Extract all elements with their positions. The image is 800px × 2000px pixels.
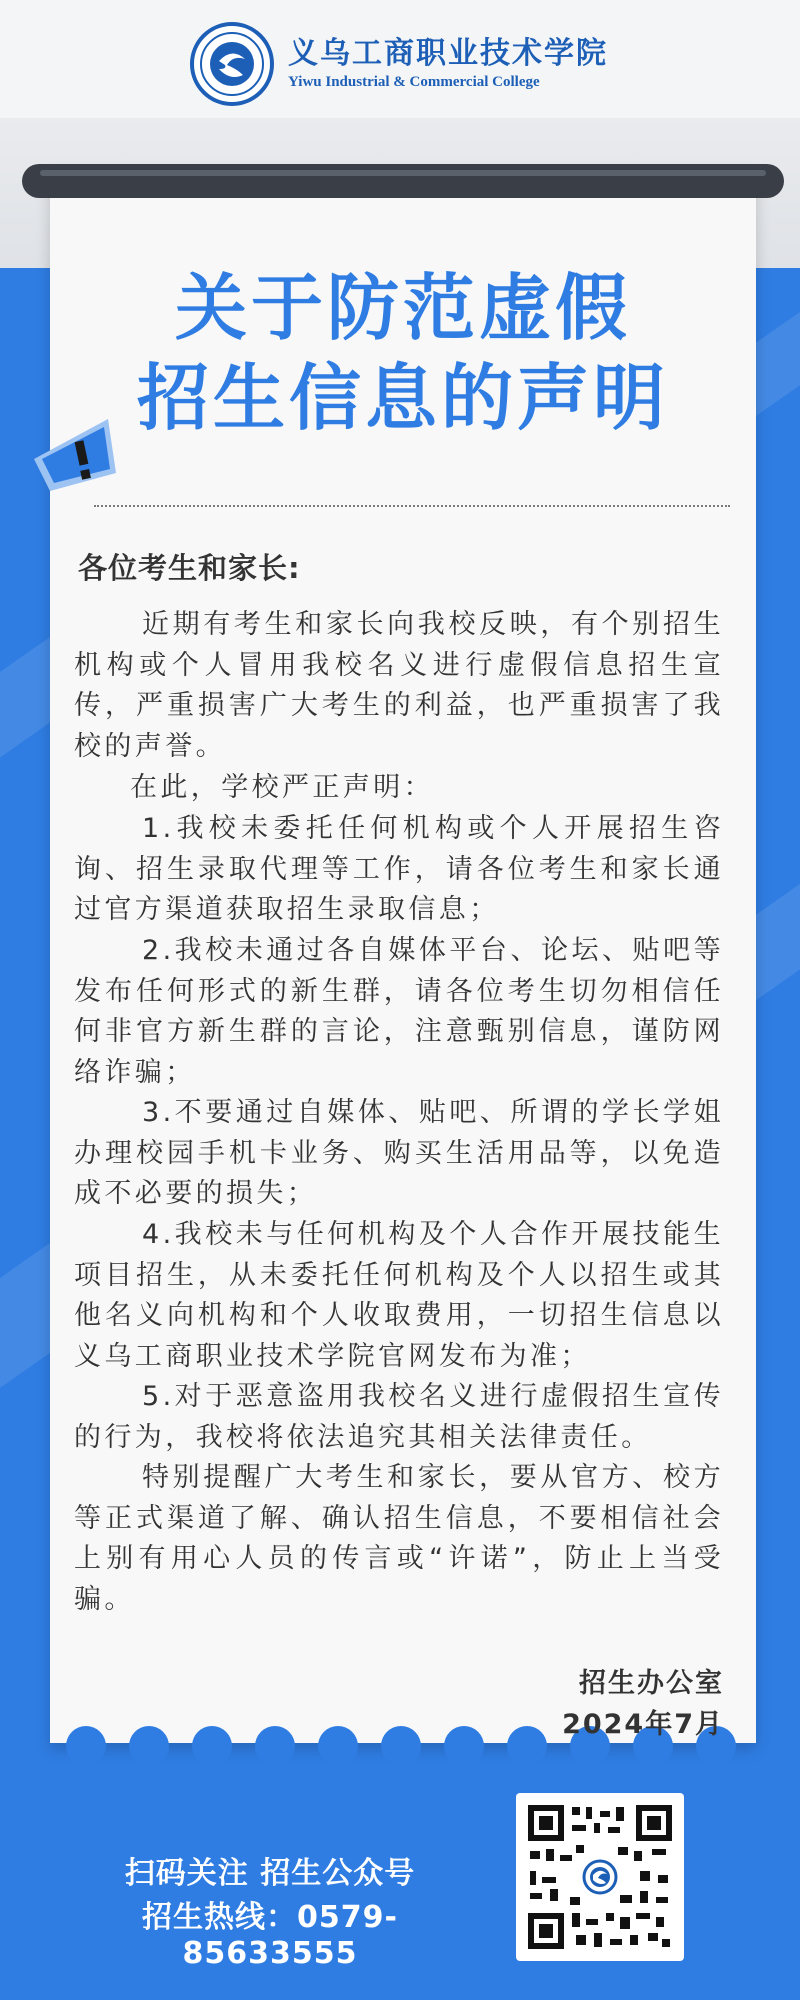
paper-scallop [129,1726,169,1766]
college-logo [190,22,608,106]
hotline-caption: 招生热线：0579-85633555 [142,1900,398,1971]
exclamation-icon [30,415,134,499]
paper-scallop [444,1726,484,1766]
scroll-roller-highlight [40,170,766,176]
paragraph-item-3: 3.不要通过自媒体、贴吧、所谓的学长学姐办理校园手机卡业务、购买生活用品等，以免造成不必要的损失； [74,1097,724,1210]
paper-scallop [381,1726,421,1766]
paper-scallop [66,1726,106,1766]
paragraph-declaration: 在此，学校严正声明： [130,772,434,803]
page-title-line-2: 招生信息的声明 [136,356,669,440]
divider [94,505,730,507]
paper-scallop [507,1726,547,1766]
signature-office: 招生办公室 [579,1668,724,1699]
paper-scallop [255,1726,295,1766]
page-title-line-1: 关于防范虚假 [174,266,631,350]
paragraph-item-2: 2.我校未通过各自媒体平台、论坛、贴吧等发布任何形式的新生群，请各位考生切勿相信任何非官方新生群的言论，注意甄别信息，谨防网络诈骗； [74,935,724,1089]
greeting: 各位考生和家长: [78,551,301,585]
college-name-cn: 义乌工商职业技术学院 [288,36,608,71]
signature-date: 2024年7月 [562,1709,724,1740]
qr-code-icon[interactable] [516,1793,684,1961]
follow-caption: 扫码关注 招生公众号 [124,1856,416,1891]
paragraph-item-4: 4.我校未与任何机构及个人合作开展技能生项目招生，从未委托任何机构及个人以招生或其他名义向机构和个人收取费用，一切招生信息以义乌工商职业技术学院官网发布为准； [74,1219,724,1373]
paper-scallop [192,1726,232,1766]
college-name-en: Yiwu Industrial & Commercial College [288,74,540,90]
paragraph-intro: 近期有考生和家长向我校反映，有个别招生机构或个人冒用我校名义进行虚假信息招生宣传，严重损害广大考生的利益，也严重损害了我校的声誉。 [74,609,724,763]
header-bar [0,0,800,118]
paragraph-item-5: 5.对于恶意盗用我校名义进行虚假招生宣传的行为，我校将依法追究其相关法律责任。 [74,1381,724,1453]
paragraph-reminder: 特别提醒广大考生和家长，要从官方、校方等正式渠道了解、确认招生信息，不要相信社会上别有用心人员的传言或“许诺”，防止上当受骗。 [74,1462,724,1616]
paper-scallop [318,1726,358,1766]
paragraph-item-1: 1.我校未委托任何机构或个人开展招生咨询、招生录取代理等工作，请各位考生和家长通过官方渠道获取招生录取信息； [74,813,724,926]
college-logo-icon [190,22,274,106]
